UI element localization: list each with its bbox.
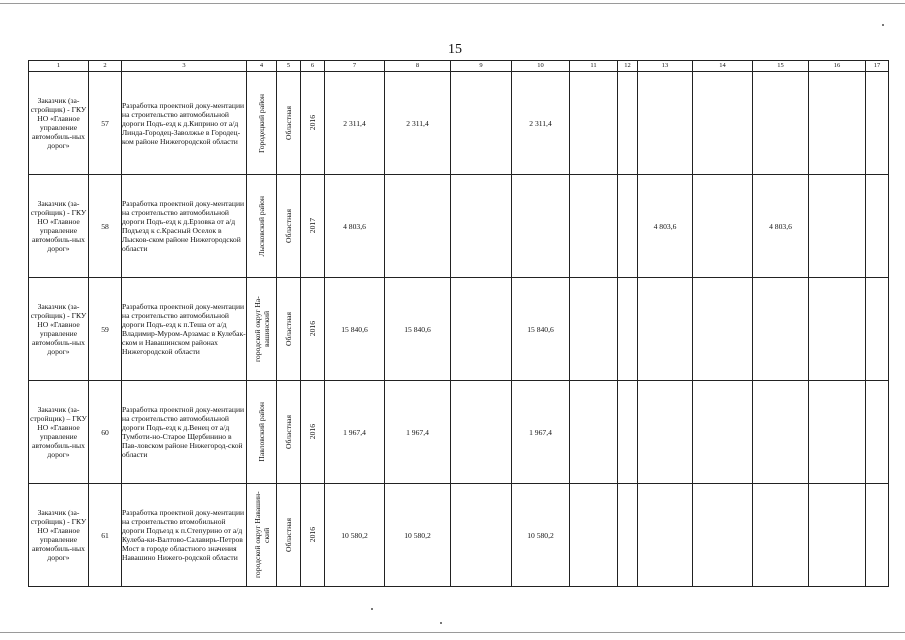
district-cell [247,484,277,587]
value-col-7: 2 311,4 [325,72,385,175]
column-number: 15 [753,61,809,72]
value-col-12 [618,381,638,484]
value-col-15: 4 803,6 [753,175,809,278]
value-col-10: 10 580,2 [512,484,570,587]
row-number: 60 [89,381,122,484]
year-cell [301,484,325,587]
column-number: 3 [122,61,247,72]
value-col-12 [618,72,638,175]
value-col-17 [866,381,889,484]
value-col-17 [866,175,889,278]
table-row [29,278,889,381]
value-col-17 [866,72,889,175]
value-col-8: 10 580,2 [385,484,451,587]
value-col-14 [693,484,753,587]
year-cell [301,278,325,381]
value-col-7: 10 580,2 [325,484,385,587]
value-col-17 [866,484,889,587]
district-label: Лысковский район [257,195,266,257]
value-col-15 [753,381,809,484]
value-col-15 [753,278,809,381]
value-col-11 [570,72,618,175]
column-number: 1 [29,61,89,72]
table-row [29,381,889,484]
budget-label: Областная [284,415,293,449]
value-col-7: 15 840,6 [325,278,385,381]
value-col-12 [618,484,638,587]
value-col-8: 2 311,4 [385,72,451,175]
year-label: 2016 [308,527,317,543]
value-col-16 [809,381,866,484]
value-col-10 [512,175,570,278]
row-number: 59 [89,278,122,381]
year-label: 2016 [308,424,317,440]
column-number-row [29,61,889,72]
value-col-16 [809,278,866,381]
scan-speck [882,24,884,26]
budget-cell [277,484,301,587]
customer-cell: Заказчик (за-стройщик) - ГКУ НО «Главное управление автомобиль-ных дорог» [29,175,89,278]
budget-label: Областная [284,312,293,346]
year-label: 2016 [308,321,317,337]
value-col-15 [753,72,809,175]
column-number: 11 [570,61,618,72]
column-number: 12 [618,61,638,72]
value-col-16 [809,484,866,587]
scan-edge-bottom [0,632,905,633]
value-col-10: 1 967,4 [512,381,570,484]
year-label: 2016 [308,115,317,131]
value-col-9 [451,484,512,587]
table-row [29,175,889,278]
customer-cell: Заказчик (за-стройщик) - ГКУ НО «Главное управление автомобиль-ных дорог» [29,72,89,175]
value-col-14 [693,175,753,278]
scan-speck [371,608,373,610]
district-label: городской округ На-вашинский [252,296,271,362]
customer-cell: Заказчик (за-стройщик) - ГКУ НО «Главное управление автомобиль-ных дорог» [29,484,89,587]
budget-cell [277,381,301,484]
work-description: Разработка проектной доку-ментации на строительство автомобильной дороги Подъ-езд к п.Теша от а/д Владимир-Муром-Арзамас в Кулебак-ском и Навашинском районах Нижегородской области [122,278,247,381]
value-col-16 [809,175,866,278]
budget-cell [277,72,301,175]
customer-cell: Заказчик (за-стройщик) - ГКУ НО «Главное управление автомобиль-ных дорог» [29,278,89,381]
budget-label: Областная [284,518,293,552]
value-col-10: 15 840,6 [512,278,570,381]
column-number: 17 [866,61,889,72]
column-number: 9 [451,61,512,72]
value-col-10: 2 311,4 [512,72,570,175]
budget-label: Областная [284,209,293,243]
district-cell [247,381,277,484]
value-col-8 [385,175,451,278]
column-number: 13 [638,61,693,72]
value-col-11 [570,278,618,381]
value-col-8: 1 967,4 [385,381,451,484]
district-cell [247,72,277,175]
year-cell [301,72,325,175]
value-col-14 [693,72,753,175]
value-col-12 [618,175,638,278]
row-number: 61 [89,484,122,587]
value-col-14 [693,278,753,381]
year-cell [301,175,325,278]
column-number: 14 [693,61,753,72]
row-number: 57 [89,72,122,175]
year-label: 2017 [308,218,317,234]
column-number: 8 [385,61,451,72]
value-col-9 [451,381,512,484]
value-col-15 [753,484,809,587]
district-cell [247,278,277,381]
value-col-17 [866,278,889,381]
value-col-11 [570,484,618,587]
value-col-13 [638,381,693,484]
column-number: 10 [512,61,570,72]
value-col-13: 4 803,6 [638,175,693,278]
district-label: городской округ Навашин-ский [252,491,271,579]
value-col-7: 1 967,4 [325,381,385,484]
column-number: 4 [247,61,277,72]
table-row [29,72,889,175]
work-description: Разработка проектной доку-ментации на строительство втомобильной дороги Подъезд к п.Степурино от а/д Кулеба-ки-Валтово-Салавирь-Петров Мост в городе областного значения Навашино Нижего-родской области [122,484,247,587]
value-col-8: 15 840,6 [385,278,451,381]
value-col-13 [638,484,693,587]
customer-cell: Заказчик (за-стройщик) – ГКУ НО «Главное управление автомобиль-ных дорог» [29,381,89,484]
budget-cell [277,278,301,381]
work-description: Разработка проектной доку-ментации на строительство автомобильной дороги Подъ-езд к д.Киприно от а/д Линда-Городец-Заволжье в Городец-ком районе Нижегородской области [122,72,247,175]
budget-label: Областная [284,106,293,140]
value-col-12 [618,278,638,381]
work-description: Разработка проектной доку-ментации на строительство автомобильной дороги Подъ-езд к д.Венец от а/д Тумботи-но-Старое Щербинино в Пав-ловском районе Нижегород-ской области [122,381,247,484]
district-label: Городецкий район [257,93,266,153]
district-label: Павловский район [257,402,266,462]
row-number: 58 [89,175,122,278]
district-cell [247,175,277,278]
value-col-7: 4 803,6 [325,175,385,278]
value-col-13 [638,278,693,381]
table-row [29,484,889,587]
works-table [28,60,889,587]
column-number: 2 [89,61,122,72]
scan-edge-top [0,3,905,4]
year-cell [301,381,325,484]
value-col-16 [809,72,866,175]
value-col-14 [693,381,753,484]
work-description: Разработка проектной доку-ментации на строительство автомобильной дороги Подъ-езд к д.Ерзовка от а/д Подъезд к с.Красный Оселок в Лысков-ском районе Нижегородской области [122,175,247,278]
budget-cell [277,175,301,278]
page-number: 15 [448,42,462,57]
column-number: 6 [301,61,325,72]
column-number: 16 [809,61,866,72]
column-number: 5 [277,61,301,72]
column-number: 7 [325,61,385,72]
value-col-11 [570,175,618,278]
value-col-11 [570,381,618,484]
scan-speck [440,622,442,624]
value-col-9 [451,278,512,381]
value-col-13 [638,72,693,175]
value-col-9 [451,72,512,175]
value-col-9 [451,175,512,278]
